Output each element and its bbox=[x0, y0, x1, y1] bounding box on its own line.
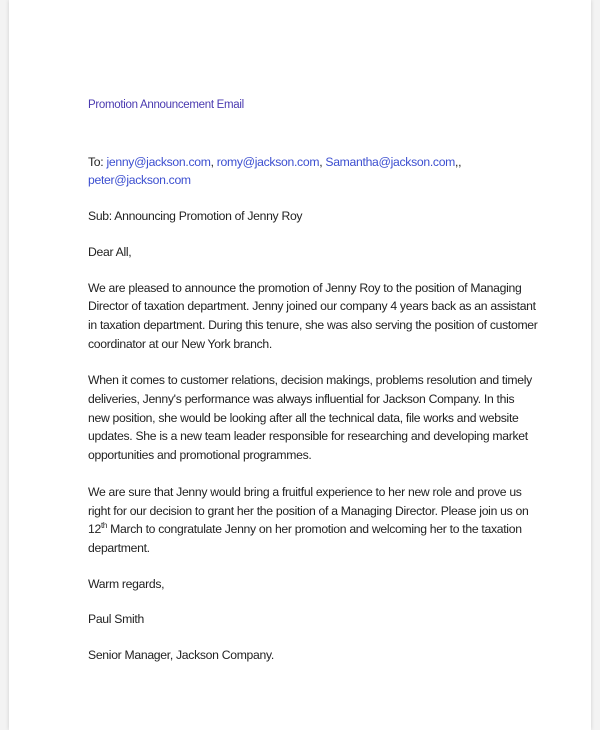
paragraph-1: We are pleased to announce the promotion of Jenny Roy to the position of Managing Director of taxation department. Jenny joined our company 4 years back as an assistant in taxation department. During this tenure, she was also serving the position of customer coordinator at our New York branch. bbox=[88, 280, 538, 351]
recipient-link-jenny[interactable]: jenny@jackson.com bbox=[106, 154, 211, 169]
greeting: Dear All, bbox=[88, 244, 132, 259]
recipient-link-samantha[interactable]: Samantha@jackson.com bbox=[325, 154, 456, 169]
to-label: To: bbox=[88, 154, 104, 169]
document-title: Promotion Announcement Email bbox=[88, 99, 244, 111]
subject-line: Sub: Announcing Promotion of Jenny Roy bbox=[88, 209, 303, 224]
paragraph-3-after: March to congratulate Jenny on her promotion and welcoming her to the taxation department. bbox=[88, 522, 522, 555]
email-content bbox=[88, 96, 538, 665]
date-ordinal-suffix: th bbox=[100, 521, 108, 531]
paragraph-2: When it comes to customer relations, decision makings, problems resolution and timely deliveries, Jenny's performance was always influential for Jackson Company. In this new position, she would be looking after all the technical data, file works and website updates. She is a new team leader responsible for researching and developing market opportunities and promotional programmes. bbox=[88, 373, 532, 463]
signer-role: Senior Manager, Jackson Company. bbox=[88, 648, 274, 663]
recipient-link-peter[interactable]: peter@jackson.com bbox=[88, 173, 191, 188]
to-line: To: jenny@jackson.com, romy@jackson.com, Samantha@jackson.com,, peter@jackson.com bbox=[88, 154, 462, 188]
recipient-link-romy[interactable]: romy@jackson.com bbox=[216, 154, 320, 169]
recipient-separator: , bbox=[455, 154, 459, 169]
paragraph-3-before: We are sure that Jenny would bring a fruitful experience to her new role and prove us right for our decision to grant her the position of a Managing Director. Please join us on 12 bbox=[88, 484, 529, 537]
paragraph-3 bbox=[88, 483, 538, 558]
document-page bbox=[9, 0, 591, 730]
closing-line: Warm regards, bbox=[88, 576, 165, 591]
signer-name: Paul Smith bbox=[88, 612, 144, 627]
